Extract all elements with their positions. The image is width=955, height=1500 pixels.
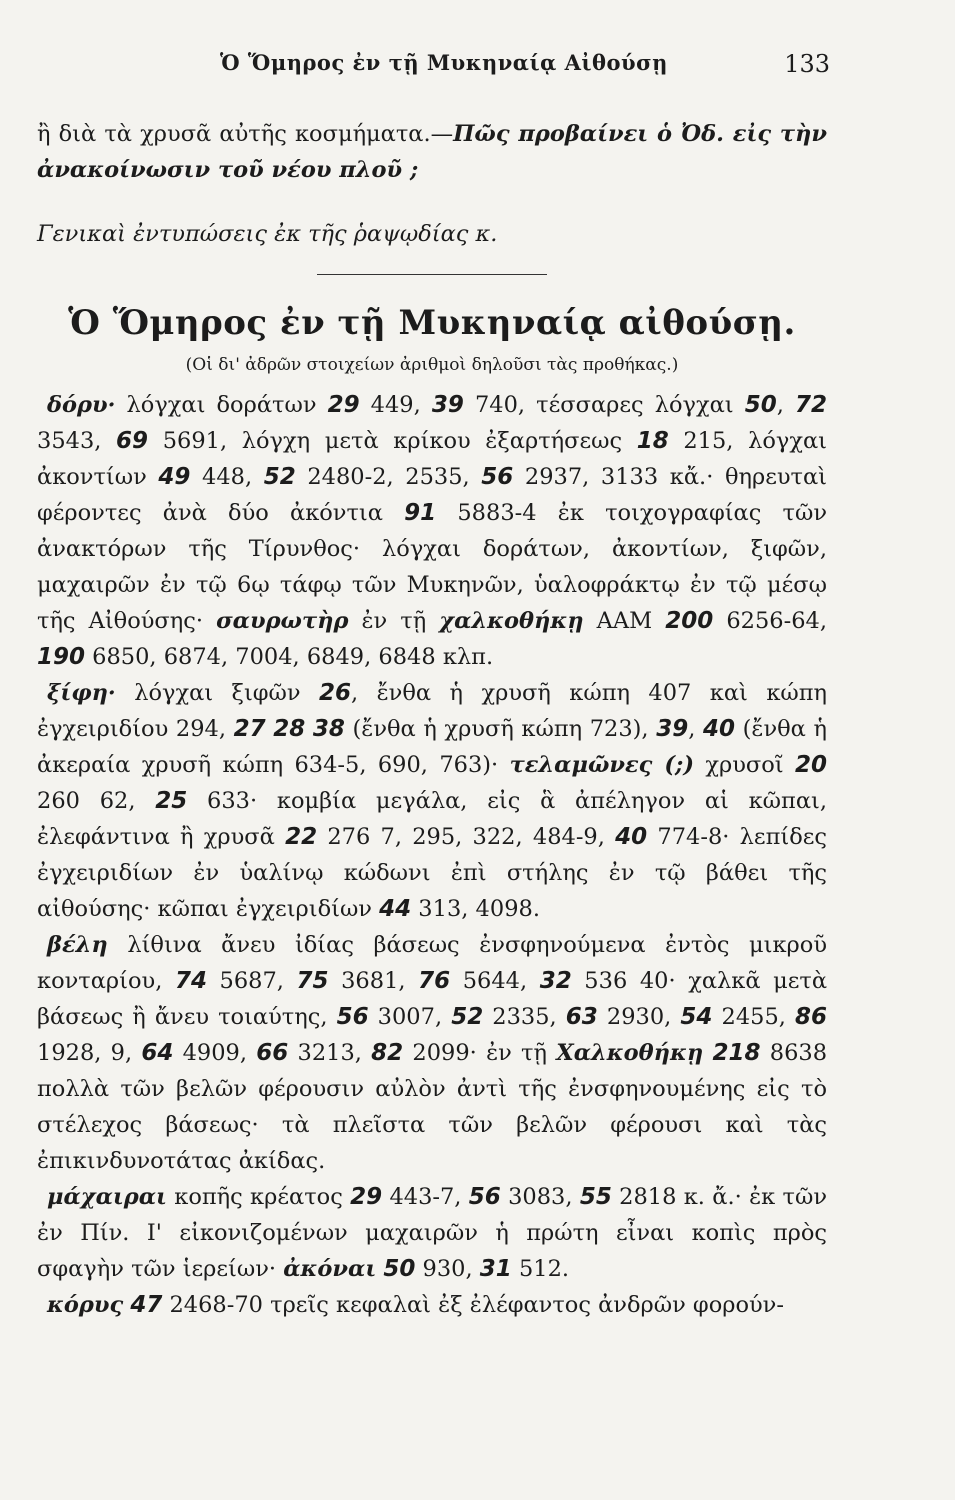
case-number: 32 [539,968,572,994]
text: 448, [190,464,264,490]
text: , [688,716,703,742]
case-number: 47 [130,1292,163,1318]
text: , [776,392,795,418]
text: 260 62, [37,788,156,814]
text: 1928, 9, [37,1040,142,1066]
case-number: 50 [744,392,777,418]
case-number: 76 [418,968,451,994]
text: , ἔνθα ἡ χρυσῆ κώπη 407 καὶ κώπη ἐγχειριδίου 294, [37,680,827,742]
text: 2937, 3133 κἄ.· θηρευταὶ φέροντες ἀνὰ δύο ἀκόντια [37,464,828,526]
case-number: 56 [481,464,514,490]
case-number: 52 [451,1004,484,1030]
case-number: 66 [256,1040,289,1066]
case-number: 29 [327,392,360,418]
case-number: 69 [116,428,149,454]
entry-term: χαλκοθήκῃ [439,608,584,634]
entry-term: σαυρωτὴρ [216,608,349,634]
case-number: 44 [379,896,412,922]
entry-bele [37,927,827,1179]
text: 3543, [37,428,117,454]
case-number: 27 [233,716,266,742]
entry-term: μάχαιραι [47,1184,167,1210]
text: κοπῆς κρέατος [166,1184,351,1210]
entry-term: Χαλκοθήκῃ [556,1040,704,1066]
entry-xiphos [37,675,827,927]
text: 3681, [328,968,419,994]
intro-paragraph [37,116,827,188]
page-number: 133 [784,50,830,78]
running-head: Ὁ Ὅμηρος ἐν τῇ Μυκηναίᾳ Αἰθούσῃ [220,50,668,75]
text: 6850, 6874, 7004, 6849, 6848 κλπ. [85,644,494,670]
text: 5644, [450,968,540,994]
section-divider [317,274,547,275]
text: (ἔνθα ἡ χρυσῆ κώπη 723), [344,716,657,742]
case-number: 56 [468,1184,501,1210]
text [703,1040,712,1066]
case-number: 56 [336,1004,369,1030]
text: 313, 4098. [411,896,540,922]
entry-term: βέλη [47,932,108,958]
intro-question: Πῶς προβαίνει ὁ Ὀδ. εἰς τὴν ἀνακοίνωσιν τοῦ νέου πλοῦ ; [37,121,827,183]
text: 2099· ἐν τῇ [403,1040,557,1066]
text: 774-8· λεπίδες ἐγχειριδίων ἐν ὑαλίνῳ κώδωνι ἐπὶ στήλης ἐν τῷ βάθει τῆς αἰθούσης· κῶπαι ἐγχειριδίων [37,824,827,922]
case-number: 22 [285,824,318,850]
case-number: 25 [155,788,188,814]
text: 2335, [483,1004,566,1030]
case-number: 40 [615,824,648,850]
text: 5691, λόγχη μετὰ κρίκου ἐξαρτήσεως [148,428,637,454]
text: 215, λόγχαι ἀκοντίων [37,428,827,490]
text: 6256-64, [713,608,827,634]
entry-term: κόρυς [47,1292,124,1318]
case-number: 49 [158,464,191,490]
text: 930, [415,1256,480,1282]
text: 512. [511,1256,570,1282]
text: 2480-2, 2535, [295,464,482,490]
text: ΑΑΜ [583,608,666,634]
case-number: 190 [37,644,86,670]
text: 8638 πολλὰ τῶν βελῶν φέρουσιν αὐλὸν ἀντὶ τῆς ἐνσφηνουμένης εἰς τὸ στέλεχος βάσεως· τὰ πλεῖστα τῶν βελῶν φέρουσι καὶ τὰς ἐπικινδυνοτάτας ἀκίδας. [37,1040,828,1174]
case-number: 86 [795,1004,828,1030]
section-title: Ὁ Ὅμηρος ἐν τῇ Μυκηναίᾳ αἰθούσῃ. [68,303,796,343]
text: λόγχαι ξιφῶν [115,680,319,706]
case-number: 18 [636,428,669,454]
text: 276 7, 295, 322, 484-9, [317,824,616,850]
text: χρυσοῖ [694,752,795,778]
text: 536 40· χαλκᾶ μετὰ βάσεως ἢ ἄνευ τοιαύτης, [37,968,828,1030]
section-subtitle: (Οἱ δι' ἀδρῶν στοιχείων ἀριθμοὶ δηλοῦσι τὰς προθήκας.) [185,355,679,375]
text [305,716,313,742]
case-number: 72 [794,392,827,418]
case-number: 54 [680,1004,713,1030]
entry-term: δόρυ· [47,392,116,418]
case-number: 40 [702,716,735,742]
entry-term: ξίφη· [47,680,116,706]
text: 2455, [712,1004,796,1030]
case-number: 39 [431,392,464,418]
text: 5883-4 ἐκ τοιχογραφίας τῶν ἀνακτόρων τῆς Τίρυνθος· λόγχαι δοράτων, ἀκοντίων, ξιφῶν, μαχαιρῶν ἐν τῷ 6ῳ τάφῳ τῶν Μυκηνῶν, ὑαλοφράκτῳ ἐν τῷ μέσῳ τῆς Αἰθούσης· [37,500,827,634]
case-number: 26 [319,680,352,706]
case-number: 29 [350,1184,383,1210]
case-number: 52 [263,464,296,490]
text: 5687, [206,968,297,994]
entry-term: τελαμῶνες (;) [509,752,694,778]
text: λίθινα ἄνευ ἰδίας βάσεως ἐνσφηνούμενα ἐντὸς μικροῦ κονταρίου, [37,932,827,994]
page-content [37,116,827,1323]
text: (ἔνθα ἡ ἀκεραία χρυσῆ κώπη 634-5, 690, 763)· [37,716,827,778]
text: 3007, [368,1004,452,1030]
case-number: 200 [665,608,714,634]
page-header [110,50,830,90]
text: 3213, [288,1040,372,1066]
intro-text: ἢ διὰ τὰ χρυσᾶ αὐτῆς κοσμήματα.— [37,121,454,147]
case-number: 28 [273,716,306,742]
intro-heading: Γενικαὶ ἐντυπώσεις ἐκ τῆς ῥαψῳδίας κ. [37,221,498,247]
case-number: 75 [296,968,329,994]
case-number: 63 [565,1004,598,1030]
case-number: 39 [656,716,689,742]
entry-korys [37,1287,827,1323]
case-number: 55 [579,1184,612,1210]
entry-term: ἀκόναι [283,1256,377,1282]
text: 2818 κ. ἄ.· ἐκ τῶν ἐν Πίν. Ι' εἰκονιζομένων μαχαιρῶν ἡ πρώτη εἶναι κοπὶς πρὸς σφαγὴν τῶν ἱερείων· [37,1184,828,1282]
text: 443-7, [382,1184,469,1210]
entry-doru [37,387,827,675]
text: ἐν τῇ [348,608,440,634]
text: 3083, [500,1184,580,1210]
case-number: 91 [404,500,437,526]
case-number: 74 [174,968,207,994]
case-number: 50 [383,1256,416,1282]
case-number: 31 [479,1256,512,1282]
case-number: 218 [712,1040,761,1066]
text: 4909, [173,1040,257,1066]
entry-machairai [37,1179,827,1287]
text: 449, [359,392,432,418]
case-number: 20 [794,752,827,778]
text: 2468-70 τρεῖς κεφαλαὶ ἐξ ἐλέφαντος ἀνδρῶν φορούν- [162,1292,784,1318]
case-number: 64 [141,1040,174,1066]
case-number: 82 [371,1040,404,1066]
text: 740, τέσσαρες λόγχαι [463,392,745,418]
text: 633· κομβία μεγάλα, εἰς ἃ ἀπέληγον αἱ κῶπαι, ἐλεφάντινα ἢ χρυσᾶ [37,788,827,850]
case-number: 38 [312,716,345,742]
text: λόγχαι δοράτων [115,392,328,418]
text: 2930, [597,1004,681,1030]
